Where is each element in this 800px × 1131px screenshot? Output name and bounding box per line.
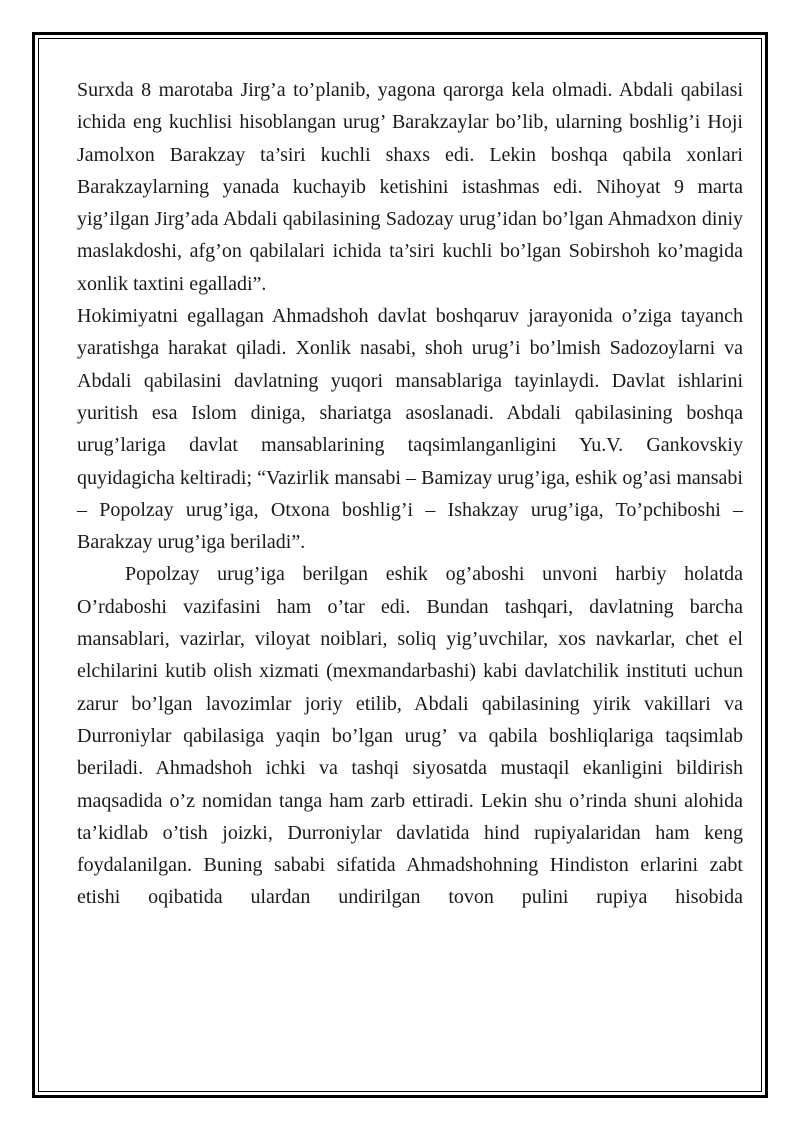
paragraph-2: Hokimiyatni egallagan Ahmadshoh davlat boshqaruv jarayonida o’ziga tayanch yaratishga harakat qiladi. Xonlik nasabi, shoh urug’i bo’lmish Sadozoylarni va Abdali qabilasini davlatning yuqori mansablariga tayinlaydi. Davlat ishlarini yuritish esa Islom diniga, shariatga asoslanadi. Abdali qabilasining boshqa urug’lariga davlat mansablarining taqsimlanganligini Yu.V. Gankovskiy quyidagicha keltiradi; “Vazirlik mansabi – Bamizay urug’iga, eshik og’asi mansabi – Popolzay urug’iga, Otxona boshlig’i – Ishakzay urug’iga, To’pchiboshi – Barakzay urug’iga beriladi”. <box>77 305 743 554</box>
paragraph-3: Popolzay urug’iga berilgan eshik og’aboshi unvoni harbiy holatda O’rdaboshi vazifasini ham o’tar edi. Bundan tashqari, davlatning barcha mansablari, vazirlar, viloyat noiblari, soliq yig’uvchilar, xos navkarlar, chet el elchilarini kutib olish xizmati (mexmandarbashi) kabi davlatchilik instituti uchun zarur bo’lgan lavozimlar joriy etilib, Abdali qabilasining yirik vakillari va Durroniylar qabilasiga yaqin bo’lgan urug’ va qabila boshliqlariga taqsimlab beriladi. Ahmadshoh ichki va tashqi siyosatda mustaqil ekanligini bildirish maqsadida o’z nomidan tanga ham zarb ettiradi. Lekin shu o’rinda shuni alohida ta’kidlab o’tish joizki, Durroniylar davlatida hind rupiyalaridan ham keng foydalanilgan. Buning sababi sifatida Ahmadshohning Hindiston erlarini zabt etishi oqibatida ulardan undirilgan tovon pulini rupiya hisobida <box>77 563 743 909</box>
document-body <box>77 74 743 914</box>
paragraph-1: Surxda 8 marotaba Jirg’a to’planib, yagona qarorga kela olmadi. Abdali qabilasi ichida eng kuchlisi hisoblangan urug’ Barakzaylar bo’lib, ularning boshlig’i Hoji Jamolxon Barakzay ta’siri kuchli shaxs edi. Lekin boshqa qabila xonlari Barakzaylarning yanada kuchayib ketishini istashmas edi. Nihoyat 9 marta yig’ilgan Jirg’ada Abdali qabilasining Sadozay urug’idan bo’lgan Ahmadxon diniy maslakdoshi, afg’on qabilalari ichida ta’siri kuchli bo’lgan Sobirshoh ko’magida xonlik taxtini egalladi”. <box>77 79 743 295</box>
